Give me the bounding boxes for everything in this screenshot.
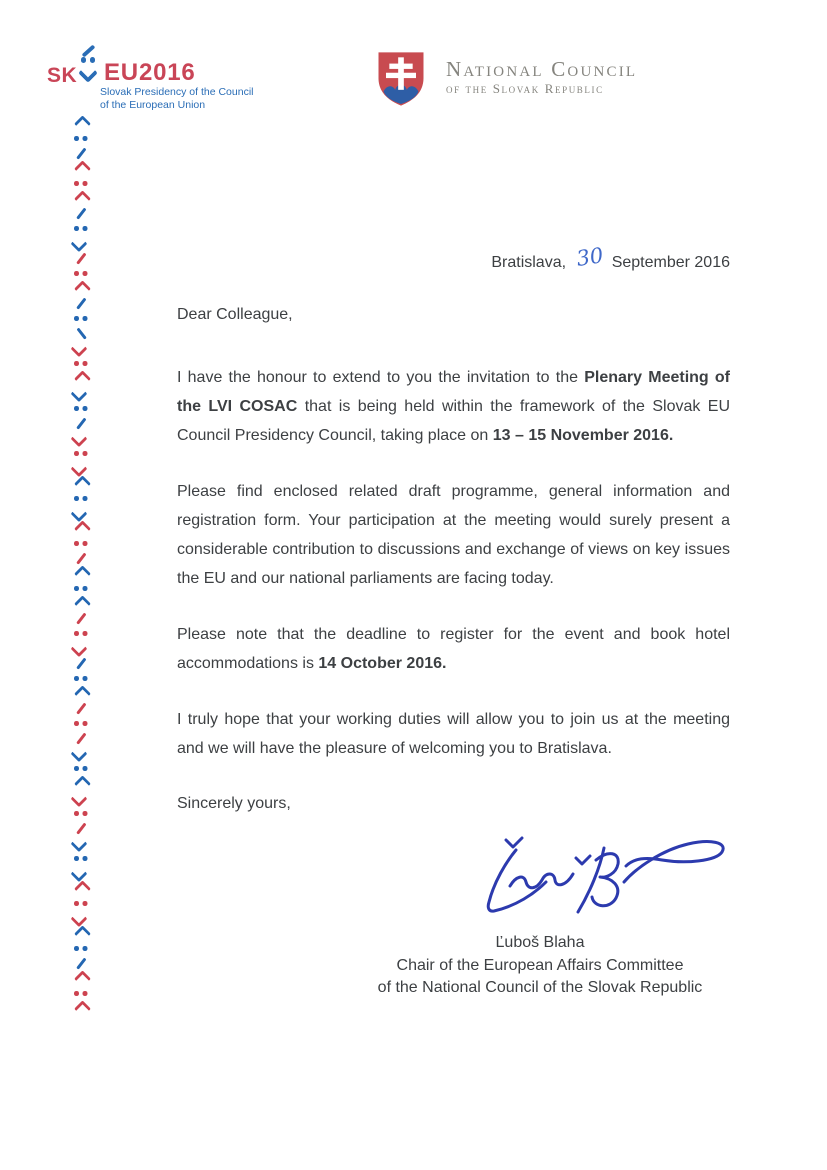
slovak-coat-of-arms-icon: [376, 47, 426, 116]
slash-icon: [68, 206, 94, 221]
dots-icon: [68, 266, 94, 281]
council-heading: [446, 58, 637, 97]
dots-icon: [68, 176, 94, 191]
dots-icon: [68, 446, 94, 461]
chevron-down-icon: [68, 866, 94, 881]
slash-icon: [68, 296, 94, 311]
chevron-up-icon: [68, 926, 94, 941]
chevron-down-icon: [68, 461, 94, 476]
council-name-line1: National Council: [446, 57, 638, 81]
backslash-icon: [68, 326, 94, 341]
slash-icon: [68, 416, 94, 431]
dateline-city: Bratislava,: [491, 254, 567, 271]
chevron-up-icon: [68, 596, 94, 611]
chevron-down-icon: [68, 431, 94, 446]
letter-paragraphs: [177, 363, 730, 763]
signatory-title-line2: of the National Council of the Slovak Republic: [377, 979, 703, 996]
chevron-up-icon: [68, 161, 94, 176]
slash-icon: [68, 146, 94, 161]
dots-icon: [68, 896, 94, 911]
logo-eu2016-text: EU2016: [104, 59, 196, 86]
council-name-line2: of the Slovak Republic: [446, 81, 604, 96]
slash-icon: [68, 956, 94, 971]
slash-icon: [68, 251, 94, 266]
slash-icon: [68, 731, 94, 746]
chevron-up-icon: [68, 521, 94, 536]
dots-icon: [68, 851, 94, 866]
slash-icon: [68, 821, 94, 836]
chevron-up-icon: [68, 191, 94, 206]
chevron-down-icon: [78, 63, 98, 83]
logo-tagline-line2: of the European Union: [100, 99, 206, 111]
logo-tagline: [100, 86, 254, 112]
logo-sk-text: SK: [47, 64, 78, 87]
dots-icon: [68, 536, 94, 551]
dots-icon: [68, 581, 94, 596]
chevron-down-icon: [68, 911, 94, 926]
dots-icon: [68, 806, 94, 821]
signature-block: [350, 932, 730, 1000]
salutation: Dear Colleague,: [177, 306, 293, 323]
dots-icon: [81, 57, 87, 63]
signatory-name: Ľuboš Blaha: [495, 934, 585, 951]
dots-icon: [68, 626, 94, 641]
letter-paragraph: I have the honour to extend to you the invitation to the Plenary Meeting of the LVI COSAC that is being held within the framework of the Slovak EU Council Presidency Council, taking place on 13 – 15 November 2016.: [177, 369, 731, 444]
dots-icon: [68, 986, 94, 1001]
chevron-down-icon: [68, 641, 94, 656]
chevron-down-icon: [68, 791, 94, 806]
chevron-up-icon: [68, 776, 94, 791]
chevron-up-icon: [68, 476, 94, 491]
dots-icon: [68, 221, 94, 236]
logo-tagline-line1: Slovak Presidency of the Council: [100, 86, 254, 98]
dots-icon: [68, 401, 94, 416]
chevron-up-icon: [68, 566, 94, 581]
dots-icon: [68, 131, 94, 146]
chevron-down-icon: [68, 836, 94, 851]
chevron-up-icon: [68, 1001, 94, 1016]
chevron-down-icon: [68, 236, 94, 251]
eu-presidency-logo: [47, 52, 267, 124]
dots-icon: [68, 716, 94, 731]
chevron-up-icon: [68, 371, 94, 386]
chevron-up-icon: [68, 971, 94, 986]
chevron-up-icon: [68, 686, 94, 701]
chevron-up-icon: [68, 881, 94, 896]
dots-icon: [68, 671, 94, 686]
logo-symbol: [76, 49, 100, 80]
dots-icon: [68, 761, 94, 776]
slash-icon: [68, 701, 94, 716]
slash-icon: [68, 611, 94, 626]
handwritten-signature: [476, 824, 741, 924]
dots-icon: [68, 941, 94, 956]
dots-icon: [68, 356, 94, 371]
dateline: [491, 243, 730, 272]
letter-body: [177, 300, 730, 790]
dots-icon: [68, 491, 94, 506]
letter-paragraph: I truly hope that your working duties will allow you to join us at the meeting and we will have the pleasure of welcoming you to Bratislava.: [177, 711, 730, 757]
chevron-down-icon: [68, 746, 94, 761]
chevron-up-icon: [68, 116, 94, 131]
chevron-down-icon: [68, 506, 94, 521]
slash-icon: [68, 656, 94, 671]
dateline-rest: September 2016: [611, 254, 730, 271]
chevron-down-icon: [68, 341, 94, 356]
letter-paragraph: Please find enclosed related draft programme, general information and registration form. Your participation at the meeting would surely present a considerable contribution to discussions and exchange of views on key issues the EU and our national parliaments are facing today.: [177, 483, 730, 587]
handwritten-date-day: 30: [574, 243, 605, 271]
closing-phrase: Sincerely yours,: [177, 795, 291, 812]
dots-icon: [68, 311, 94, 326]
signatory-title-line1: Chair of the European Affairs Committee: [396, 956, 684, 974]
chevron-up-icon: [68, 281, 94, 296]
letter-paragraph: Please note that the deadline to register for the event and book hotel accommodations is 14 October 2016.: [177, 626, 730, 672]
chevron-dot-ornament-column: [68, 116, 94, 1016]
chevron-down-icon: [68, 386, 94, 401]
slash-icon: [68, 551, 94, 566]
slash-icon: [81, 44, 95, 57]
